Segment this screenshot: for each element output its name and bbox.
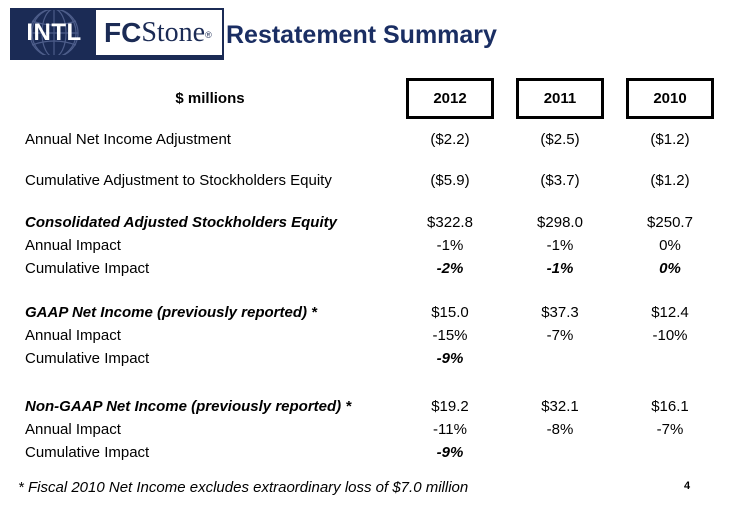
cell-2011: $37.3 [541,304,579,321]
row-label: Non-GAAP Net Income (previously reported) * [25,398,352,415]
page-title: Restatement Summary [226,21,497,49]
table-row [0,324,730,347]
logo-intl-block [12,10,96,55]
cell-2011: $298.0 [537,214,583,231]
cell-2012: -15% [432,327,468,344]
row-label: Annual Impact [25,327,121,344]
cell-2010: $250.7 [647,214,693,231]
table-row [0,301,730,324]
table-row [0,128,730,151]
cell-2011: -1% [546,260,574,277]
registered-mark: ® [205,29,212,40]
cell-2010: -10% [652,327,688,344]
company-logo [10,8,224,60]
cell-2012: -11% [433,421,467,438]
row-label: Cumulative Impact [25,444,150,461]
cell-2010: -7% [656,421,684,438]
table-row [0,347,730,370]
table-header-row [0,78,730,119]
table-row [0,234,730,257]
unit-label: $ millions [175,90,245,107]
cell-2010: 0% [659,260,681,277]
cell-2011: -7% [546,327,574,344]
table-row [0,169,730,192]
year-header-2011: 2011 [516,78,604,119]
year-header-2012: 2012 [406,78,494,119]
row-label: GAAP Net Income (previously reported) * [25,304,318,321]
row-label: Annual Impact [25,237,121,254]
cell-2010: ($1.2) [650,172,690,189]
row-label: Consolidated Adjusted Stockholders Equity [25,214,337,231]
cell-2012: ($5.9) [430,172,470,189]
cell-2010: ($1.2) [650,131,690,148]
table-row [0,395,730,418]
logo-fc-text: FC [104,16,142,48]
row-label: Cumulative Adjustment to Stockholders Equity [25,172,332,189]
cell-2011 [505,441,615,464]
cell-2011: -1% [546,237,574,254]
cell-2010: 0% [659,237,681,254]
footnote: * Fiscal 2010 Net Income excludes extraordinary loss of $7.0 million [18,479,469,496]
cell-2011: ($3.7) [540,172,580,189]
cell-2010 [615,441,725,464]
row-label: Annual Impact [25,421,121,438]
cell-2012: $322.8 [427,214,473,231]
cell-2010 [615,347,725,370]
logo-intl-text: INTL [26,18,82,46]
cell-2012: $19.2 [431,398,469,415]
cell-2012: -2% [436,260,464,277]
cell-2011: $32.1 [541,398,579,415]
row-label: Cumulative Impact [25,350,150,367]
cell-2010: $16.1 [651,398,689,415]
logo-stone-text: Stone [141,16,206,48]
row-label: Annual Net Income Adjustment [25,131,231,148]
page-number: 4 [684,480,691,492]
cell-2012: -1% [436,237,464,254]
cell-2012: -9% [436,350,464,367]
restatement-table [0,78,730,464]
cell-2012: ($2.2) [430,131,470,148]
logo-fcstone-block [96,10,222,55]
cell-2012: -9% [436,444,464,461]
cell-2010: $12.4 [651,304,689,321]
row-label: Cumulative Impact [25,260,150,277]
cell-2011: -8% [546,421,574,438]
table-row [0,441,730,464]
year-header-2010: 2010 [626,78,714,119]
table-row [0,257,730,280]
table-row [0,418,730,441]
cell-2012: $15.0 [431,304,469,321]
cell-2011 [505,347,615,370]
table-row [0,211,730,234]
cell-2011: ($2.5) [540,131,580,148]
